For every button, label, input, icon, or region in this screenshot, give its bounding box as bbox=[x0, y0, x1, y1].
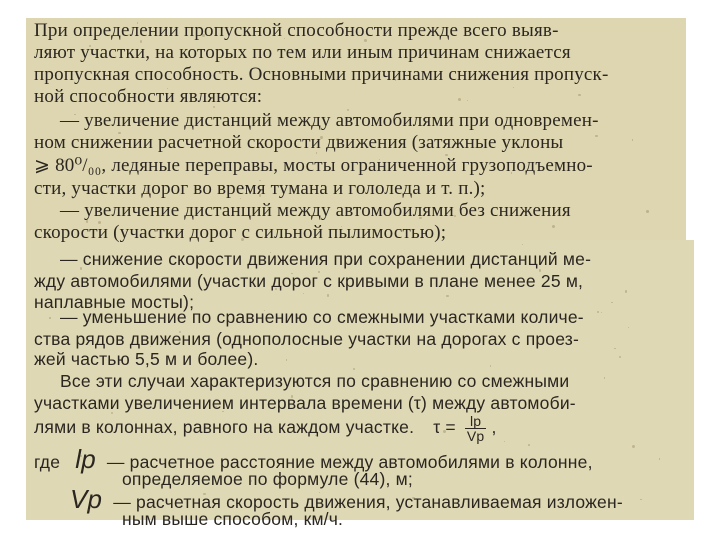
paper-speck bbox=[235, 33, 237, 35]
formula-fraction bbox=[465, 414, 487, 443]
definition-vp-cont: ным выше способом, км/ч. bbox=[122, 509, 344, 529]
paper-speck bbox=[443, 430, 446, 433]
text-line: ляют участки, на которых по тем или иным причинам снижается bbox=[34, 42, 571, 63]
formula-tail: , bbox=[491, 417, 497, 438]
text-line: наплавные мосты); bbox=[34, 292, 195, 312]
paper-speck bbox=[327, 294, 329, 296]
paper-speck bbox=[454, 215, 456, 217]
paper-speck bbox=[215, 406, 217, 408]
paper-speck bbox=[64, 160, 66, 162]
formula-lhs: τ = bbox=[433, 417, 456, 438]
paper-speck bbox=[245, 98, 247, 100]
paper-speck bbox=[98, 221, 101, 224]
text-line: ном снижении расчетной скорости движения (затяжные уклоны bbox=[34, 132, 564, 153]
paper-speck bbox=[318, 271, 319, 272]
paper-speck bbox=[202, 34, 205, 37]
paper-speck bbox=[146, 191, 149, 194]
paper-speck bbox=[275, 288, 277, 290]
paper-speck bbox=[241, 238, 244, 241]
definition-lp-cont: определяемое по формуле (44), м; bbox=[122, 469, 413, 489]
paper-speck bbox=[646, 210, 649, 213]
text-line: участками увеличением интервала времени (τ) между автомоби- bbox=[34, 393, 576, 413]
text-line: пропускная способность. Основными причинами снижения пропуск- bbox=[34, 64, 609, 85]
paper-speck bbox=[80, 267, 82, 269]
paper-speck bbox=[140, 120, 142, 122]
symbol-lp: lр bbox=[75, 444, 96, 474]
formula-numerator: lр bbox=[465, 414, 487, 429]
formula-denominator: Vр bbox=[466, 428, 485, 444]
text-line: — увеличение дистанций между автомобилями при одновремен- bbox=[60, 110, 599, 131]
text-line: — увеличение дистанций между автомобилями без снижения bbox=[60, 200, 571, 221]
paper-speck bbox=[213, 106, 215, 108]
paper-speck bbox=[597, 311, 599, 313]
text-line: жей частью 5,5 м и более). bbox=[34, 349, 259, 369]
paper-speck bbox=[504, 441, 505, 442]
text-line: — уменьшение по сравнению со смежными участками количе- bbox=[60, 307, 584, 327]
paper-speck bbox=[528, 444, 530, 446]
paper-speck bbox=[412, 497, 414, 499]
text-line: сти, участки дорог во время тумана и гололеда и т. п.); bbox=[34, 178, 486, 199]
paper-speck bbox=[552, 225, 555, 228]
text-line: При определении пропускной способности прежде всего выяв- bbox=[34, 20, 559, 41]
paper-speck bbox=[619, 356, 621, 358]
text-line: ной способности являются: bbox=[34, 86, 263, 107]
paper-speck bbox=[136, 261, 137, 262]
paper-speck bbox=[539, 269, 542, 272]
paper-speck bbox=[72, 197, 74, 199]
paper-speck bbox=[347, 109, 349, 111]
text-line: ства рядов движения (однополосные участки на дорогах с проез- bbox=[34, 329, 580, 349]
text-line: Все эти случаи характеризуются по сравнению со смежными bbox=[60, 371, 570, 391]
paper-speck bbox=[203, 493, 205, 495]
paper-speck bbox=[270, 252, 271, 253]
paper-speck bbox=[490, 365, 491, 366]
paper-speck bbox=[74, 114, 75, 115]
text-line: — снижение скорости движения при сохранении дистанций ме- bbox=[60, 249, 592, 269]
paper-speck bbox=[625, 290, 628, 293]
text-line bbox=[34, 414, 497, 443]
where-label: где bbox=[34, 452, 61, 472]
paper-speck bbox=[578, 94, 581, 97]
definition-vp: — расчетная скорость движения, устанавливаемая изложен- bbox=[113, 492, 623, 512]
paper-speck bbox=[614, 348, 615, 349]
symbol-vp: Vр bbox=[70, 484, 103, 514]
text-line: жду автомобилями (участки дорог с кривыми в плане менее 25 м, bbox=[34, 271, 584, 291]
paper-speck bbox=[336, 138, 339, 141]
paper-speck bbox=[259, 194, 262, 197]
paper-speck bbox=[49, 317, 51, 319]
definition-lp: — расчетное расстояние между автомобилями в колонне, bbox=[106, 452, 593, 472]
text-line-content: лями в колоннах, равного на каждом участке. bbox=[34, 417, 415, 438]
paper-speck bbox=[284, 38, 285, 39]
paper-speck bbox=[303, 293, 304, 294]
paper-speck bbox=[522, 244, 523, 245]
text-line: скорости (участки дорог с сильной пылимостью); bbox=[34, 222, 447, 243]
text-line: ⩾ 80⁰/₀₀, ледяные переправы, мосты ограниченной грузоподъемно- bbox=[34, 155, 593, 176]
